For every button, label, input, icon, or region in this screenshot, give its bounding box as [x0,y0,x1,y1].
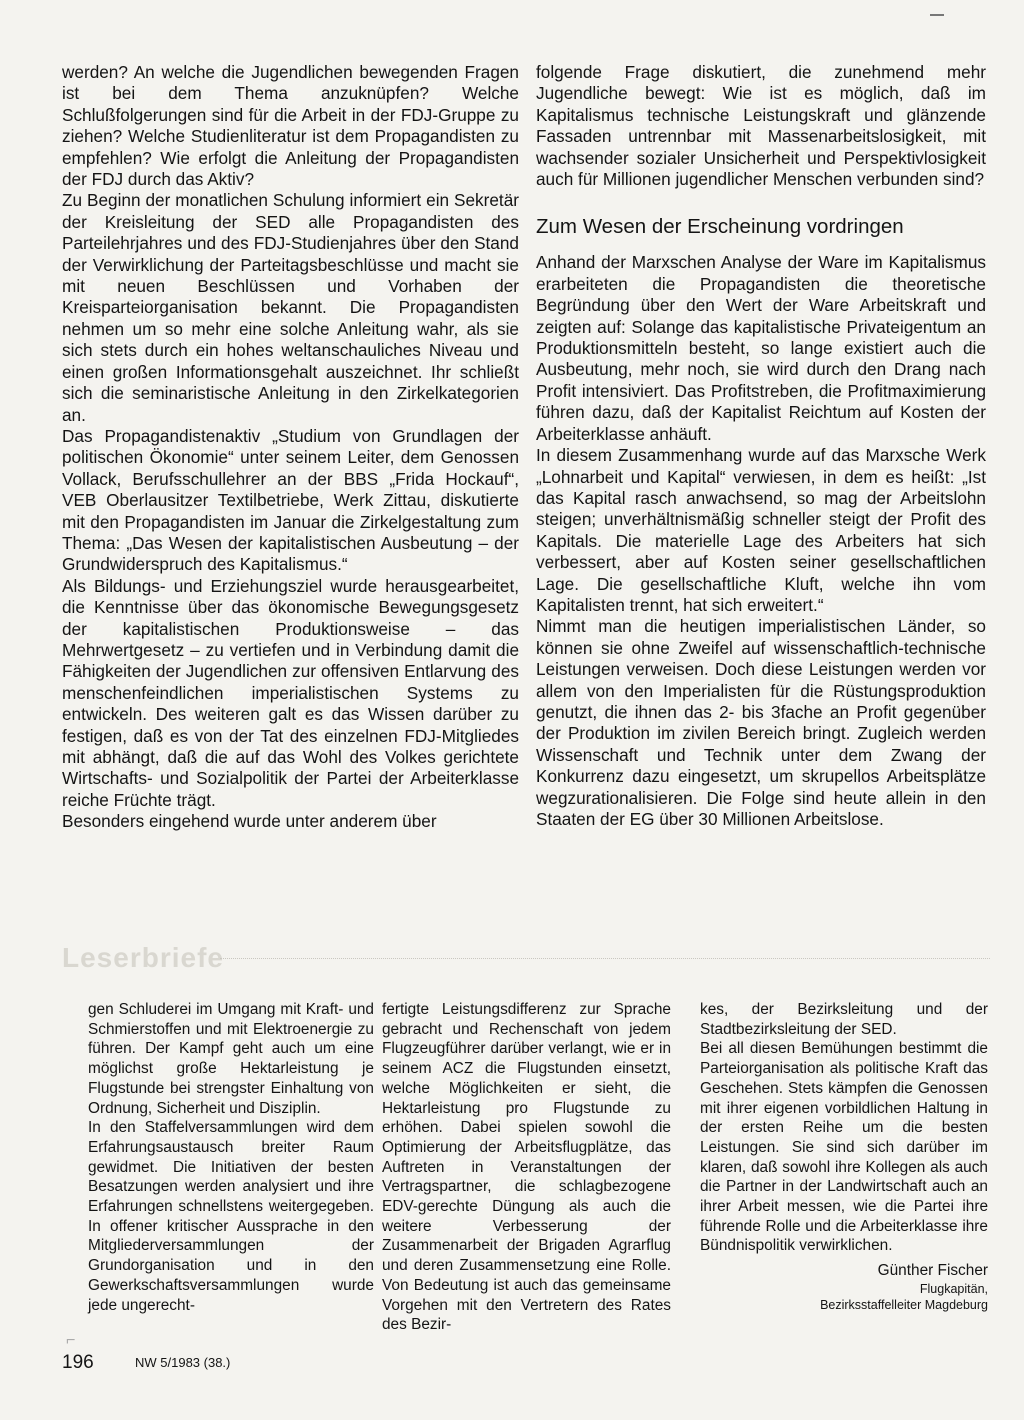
author-name: Günther Fischer [877,1262,988,1280]
section-heading: Zum Wesen der Erscheinung vordringen [536,215,904,239]
author-role: Flugkapitän, [919,1282,988,1297]
section-divider [220,958,990,959]
margin-mark: ⌐ [66,1332,76,1349]
faded-section-title: Leserbriefe [62,942,224,973]
top-right-column [536,62,986,830]
paragraph: kes, der Bezirksleitung und der Stadtbezirksleitung der SED. [700,1001,988,1038]
paragraph: fertigte Leistungsdifferenz zur Sprache gebracht und Rechenschaft von jedem Flugzeugführer darüber verlangt, wie er in seinem ACZ die Flugstunden einsetzt, welche Möglichkeiten er sieht, die Hektarleistung pro Flugstunde zu erhöhen. Dabei spielen sowohl die Optimierung der Arbeitsflugplätze, das Auftreten in Veranstaltungen der Vertragspartner, die schlagbezogene EDV-gerechte Düngung als auch die weitere Verbesserung der Zusammenarbeit der Brigaden Agrarflug und deren Zusammensetzung eine Rolle. Von Bedeutung ist auch das gemeinsame Vorgehen mit den Vertretern des Rates des Bezir- [382,1001,671,1334]
page-number: 196 [62,1352,94,1373]
issue-label: NW 5/1983 (38.) [135,1355,231,1370]
top-left-column [62,62,519,833]
bottom-column-3 [700,1000,988,1313]
paragraph: In den Staffelversammlungen wird dem Erfahrungsaustausch breiter Raum gewidmet. Die Initiativen der besten Besatzungen werden analysiert und ihre Erfahrungen schnellstens weitergegeben. In offener kritischer Aussprache in den Mitgliederversammlungen der Grundorganisation und in den Gewerkschaftsversammlungen wurde jede ungerecht- [88,1119,374,1314]
corner-mark [930,14,944,16]
paragraph: Besonders eingehend wurde unter anderem über [62,811,437,832]
paragraph: Bei all diesen Bemühungen bestimmt die Parteiorganisation als politische Kraft das Geschehen. Stets kämpfen die Genossen mit ihrer eigenen vorbildlichen Haltung in der ersten Reihe um die besten Leistungen. Sie sind sich darüber im klaren, daß sowohl ihre Kollegen als auch die Partner in der Landwirtschaft auch an ihrer Arbeit messen, wie die Partei ihre führende Rolle und die Arbeiterklasse ihre Bündnispolitik verwirklichen. [700,1040,988,1255]
author-role: Bezirksstaffelleiter Magdeburg [820,1298,988,1313]
paragraph: In diesem Zusammenhang wurde auf das Marxsche Werk „Lohnarbeit und Kapital“ verwiesen, in dem es heißt: „Ist das Kapital rasch anwachsend, so mag der Arbeitslohn steigen; unverhältnismäßig schneller steigt der Profit des Kapitals. Die materielle Lage des Arbeiters hat sich verbessert, aber auf Kosten seiner gesellschaftlichen Lage. Die gesellschaftliche Kluft, welche ihn vom Kapitalisten trennt, hat sich erweitert.“ [536,445,986,615]
paragraph: werden? An welche die Jugendlichen bewegenden Fragen ist bei dem Thema anzuknüpfen? Welche Schlußfolgerungen sind für die Arbeit in der FDJ-Gruppe zu ziehen? Welche Studienliteratur ist dem Propagandisten zu empfehlen? Wie erfolgt die Anleitung der Propagandisten der FDJ durch das Aktiv? [62,62,519,190]
paragraph: Als Bildungs- und Erziehungsziel wurde herausgearbeitet, die Kenntnisse über das ökonomische Bewegungsgesetz der kapitalistischen Produktionsweise – das Mehrwertgesetz – zu vertiefen und in Verbindung damit die Fähigkeiten der Jugendlichen zur offensiven Entlarvung des menschenfeindlichen imperialistischen Systems zu entwickeln. Des weiteren galt es das Wissen darüber zu festigen, daß es von der Tat des einzelnen FDJ-Mitgliedes mit abhängt, daß die auf das Wohl des Volkes gerichtete Wirtschafts- und Sozialpolitik der Partei der Arbeiterklasse reiche Früchte trägt. [62,575,519,810]
paragraph: Das Propagandistenaktiv „Studium von Grundlagen der politischen Ökonomie“ unter seinem Leiter, dem Genossen Vollack, Berufsschullehrer an der BBS „Frida Hockauf“, VEB Oberlausitzer Textilbetriebe, Werk Zittau, diskutierte mit den Propagandisten im Januar die Zirkelgestaltung zum Thema: „Das Wesen der kapitalistischen Ausbeutung – der Grundwiderspruch des Kapitalismus.“ [62,425,519,575]
paragraph: gen Schluderei im Umgang mit Kraft- und Schmierstoffen und mit Elektroenergie zu führen. Der Kampf geht auch um eine möglichst große Hektarleistung je Flugstunde bei strengster Einhaltung von Ordnung, Sicherheit und Disziplin. [88,1001,374,1117]
bottom-column-1 [88,1000,374,1315]
paragraph: Zu Beginn der monatlichen Schulung informiert ein Sekretär der Kreisleitung der SED alle Propagandisten des Parteilehrjahres und des FDJ-Studienjahres über den Stand der Verwirklichung der Parteitagsbeschlüsse und macht sie mit neuen Beschlüssen und Vorhaben der Kreisparteiorganisation bekannt. Die Propagandisten nehmen um so mehr eine solche Anleitung wahr, als sie sich stets durch ein hohes weltanschauliches Niveau und einen großen Informationsgehalt auszeichnet. Ihr schließt sich die seminaristische Anleitung in den Zirkelkategorien an. [62,190,519,425]
paragraph: Anhand der Marxschen Analyse der Ware im Kapitalismus erarbeiteten die Propagandisten die theoretische Begründung über den Wert der Ware Arbeitskraft und zeigten auf: Solange das kapitalistische Privateigentum an Produktionsmitteln besteht, so lange existiert auch die Ausbeutung, mehr noch, sie wird durch den Drang nach Profit intensiviert. Das Profitstreben, die Profitmaximierung führen dazu, daß der Kapitalist Reichtum auf Kosten der Arbeiterklasse anhäuft. [536,252,986,444]
bottom-column-2 [382,1000,671,1335]
paragraph: folgende Frage diskutiert, die zunehmend mehr Jugendliche bewegt: Wie ist es möglich, daß im Kapitalismus technische Leistungskraft und glänzende Fassaden untrennbar mit Massenarbeitslosigkeit, mit wachsender sozialer Unsicherheit und Perspektivlosigkeit auch für Millionen jugendlicher Menschen verbunden sind? [536,62,986,190]
paragraph: Nimmt man die heutigen imperialistischen Länder, so können sie ohne Zweifel auf wissenschaftlich-technische Leistungen verweisen. Doch diese Leistungen werden vor allem von den Imperialisten für die Rüstungsproduktion genutzt, die ihnen das 2- bis 3fache an Profit gegenüber der Produktion im zivilen Bereich bringt. Zugleich werden Wissenschaft und Technik unter dem Zwang der Konkurrenz dazu eingesetzt, um skrupellos Arbeitsplätze wegzurationalisieren. Die Folge sind heute allein in den Staaten der EG über 30 Millionen Arbeitslose. [536,616,986,829]
